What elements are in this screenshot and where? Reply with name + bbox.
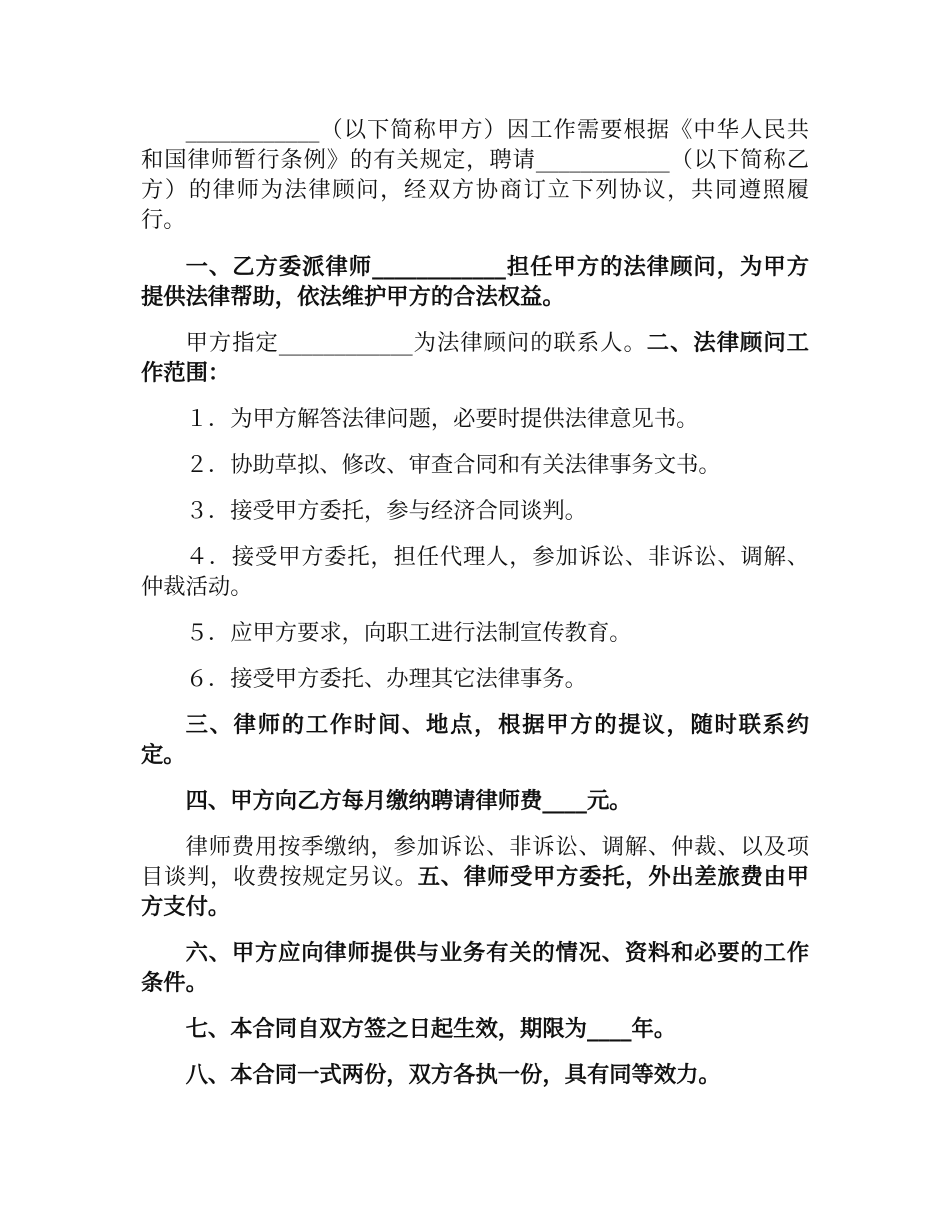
contract-body (141, 115, 809, 1106)
intro-paragraph: ____________（以下简称甲方）因工作需要根据《中华人民共和国律师暂行条例》的有关规定，聘请____________（以下简称乙方）的律师为法律顾问，经双方协商订立下列协议，共同遵照履行。 (141, 117, 809, 233)
contact-text: 甲方指定____________为法律顾问的联系人。 (185, 330, 647, 356)
scope-item-4: ４．接受甲方委托，担任代理人，参加诉讼、非诉讼、调解、仲裁活动。 (141, 544, 809, 600)
fee-text: 律师费用按季缴纳，参加诉讼、非诉讼、调解、仲裁、以及项目谈判，收费按规定另议。 (141, 834, 809, 890)
clause-6: 六、甲方应向律师提供与业务有关的情况、资料和必要的工作条件。 (141, 940, 809, 996)
clause-4: 四、甲方向乙方每月缴纳聘请律师费____元。 (185, 788, 632, 814)
scope-item-2: ２．协助草拟、修改、审查合同和有关法律事务文书。 (185, 452, 721, 478)
fee-paragraph (141, 832, 809, 922)
contact-paragraph (141, 328, 809, 388)
clause-8: 八、本合同一式两份，双方各执一份，具有同等效力。 (185, 1062, 721, 1088)
clause-7: 七、本合同自双方签之日起生效，期限为____年。 (185, 1016, 677, 1042)
scope-item-3: ３．接受甲方委托，参与经济合同谈判。 (185, 498, 587, 524)
clause-5: 五、律师受甲方委托，外出差旅费由甲方支付。 (141, 864, 809, 920)
scope-item-1: １．为甲方解答法律问题，必要时提供法律意见书。 (185, 406, 699, 432)
clause-2-heading: 二、法律顾问工作范围： (141, 330, 809, 386)
clause-3: 三、律师的工作时间、地点，根据甲方的提议，随时联系约定。 (141, 712, 809, 768)
clause-1: 一、乙方委派律师____________担任甲方的法律顾问，为甲方提供法律帮助，依法维护甲方的合法权益。 (141, 254, 809, 310)
scope-item-6: ６．接受甲方委托、办理其它法律事务。 (185, 666, 587, 692)
scope-item-5: ５．应甲方要求，向职工进行法制宣传教育。 (185, 620, 632, 646)
